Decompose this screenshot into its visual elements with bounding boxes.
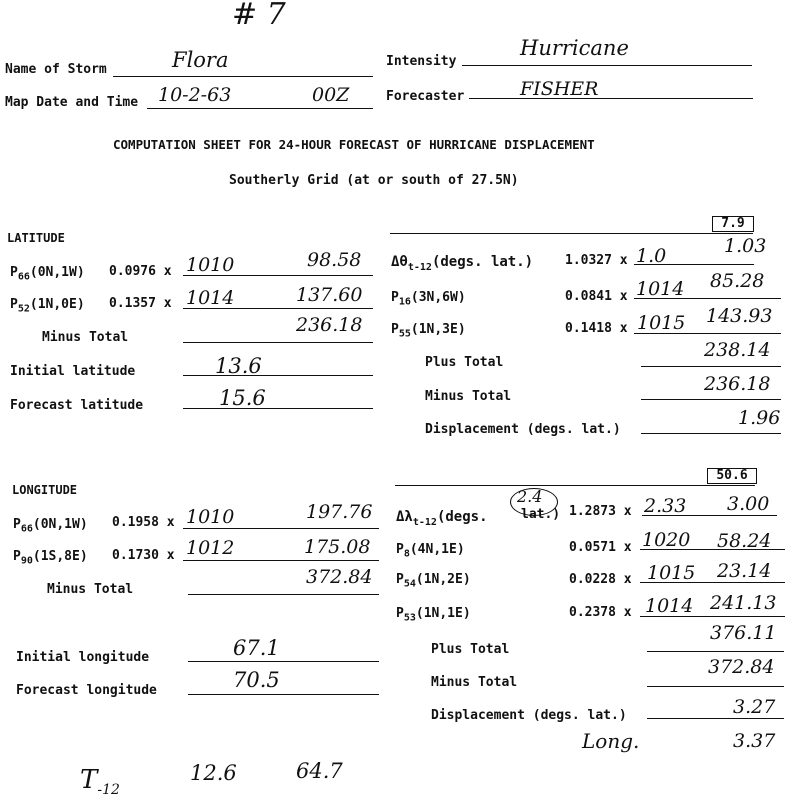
lon-dlambda-input: 2.33 <box>644 495 687 517</box>
initial-latitude-value: 13.6 <box>215 354 262 378</box>
lon-minus-total-label: Minus Total <box>47 582 134 597</box>
lat-plus-total-label: Plus Total <box>425 355 504 370</box>
lon-p90-input: 1012 <box>186 537 235 559</box>
lon-dlambda-circled: 2.4 <box>517 487 543 506</box>
lat-p52-input: 1014 <box>186 287 235 309</box>
lon-p54-result: 23.14 <box>717 560 772 582</box>
lat-p66-input: 1010 <box>186 254 235 276</box>
sheet-title: COMPUTATION SHEET FOR 24-HOUR FORECAST OF HURRICANE DISPLACEMENT <box>113 137 595 152</box>
lon-p53-coef: 0.2378 x <box>569 605 632 620</box>
lon-dlambda-coef: 1.2873 x <box>569 504 632 519</box>
initial-longitude-label: Initial longitude <box>16 650 150 665</box>
lon-displacement-label: Displacement (degs. lat.) <box>431 708 627 723</box>
initial-latitude-line <box>183 375 373 376</box>
forecast-latitude-label: Forecast latitude <box>10 398 144 413</box>
lon-dlambda-result: 3.00 <box>727 493 770 515</box>
lon-p66-result: 197.76 <box>306 501 373 523</box>
lon-dlambda-label: $\Delta\lambda_{t-12}(degs$. <box>396 509 488 528</box>
lon-minus-total-line <box>188 594 379 595</box>
longitude-top-line <box>395 485 755 486</box>
lat-dtheta-input: 1.0 <box>636 245 667 267</box>
lat-dtheta-coef: 1.0327 x <box>565 253 628 268</box>
lat-right-minus-value: 236.18 <box>704 373 771 395</box>
lon-p66-input: 1010 <box>186 506 235 528</box>
lon-right-minus-label: Minus Total <box>431 675 518 690</box>
lat-p55-input: 1015 <box>637 312 686 334</box>
lon-right-minus-line <box>647 686 784 687</box>
lon-plus-total-line <box>647 651 784 652</box>
lon-p66-label: $P_{66}(0N,1W)$ <box>13 517 88 535</box>
latitude-section-label: LATITUDE <box>7 231 65 245</box>
forecast-longitude-label: Forecast longitude <box>16 683 157 698</box>
lon-p54-label: $P_{54}(1N,2E)$ <box>396 572 471 590</box>
long-note: Long. <box>582 729 640 753</box>
lat-p16-input: 1014 <box>636 278 685 300</box>
long-value: 3.37 <box>733 730 776 752</box>
lon-p8-result: 58.24 <box>717 530 772 552</box>
intensity-line <box>462 65 752 66</box>
lat-right-minus-line <box>641 399 781 400</box>
latitude-box-value: 7.9 <box>712 216 754 232</box>
storm-name-value: Flora <box>172 48 229 72</box>
lon-p90-result: 175.08 <box>304 536 371 558</box>
lat-p52-coef: 0.1357 x <box>109 296 172 311</box>
map-time-value: 00Z <box>312 84 350 106</box>
lat-p16-label: $P_{16}(3N,6W)$ <box>391 290 466 308</box>
map-date-label: Map Date and Time <box>5 95 139 110</box>
lon-p8-input: 1020 <box>642 529 691 551</box>
sheet-number: # 7 <box>232 0 286 32</box>
lon-plus-total-label: Plus Total <box>431 642 510 657</box>
longitude-box-value: 50.6 <box>707 468 757 484</box>
lon-plus-total-value: 376.11 <box>710 622 777 644</box>
forecast-latitude-line <box>183 408 373 409</box>
lon-p8-label: $P_8(4N,1E)$ <box>396 542 465 560</box>
lon-displacement-value: 3.27 <box>733 696 776 718</box>
lon-p90-coef: 0.1730 x <box>112 548 175 563</box>
lat-p52-result: 137.60 <box>296 284 363 306</box>
forecaster-value: FISHER <box>520 78 599 100</box>
lon-p53-result: 241.13 <box>710 592 777 614</box>
lat-p55-coef: 0.1418 x <box>565 321 628 336</box>
latitude-top-line <box>390 233 753 234</box>
lat-p16-result: 85.28 <box>710 270 765 292</box>
lat-p66-label: $P_{66}(0N,1W)$ <box>10 265 85 283</box>
intensity-value: Hurricane <box>520 36 629 60</box>
lon-p66-line <box>183 528 379 529</box>
longitude-section-label: LONGITUDE <box>12 483 78 497</box>
lat-p66-coef: 0.0976 x <box>109 264 172 279</box>
lon-p54-input: 1015 <box>647 562 696 584</box>
map-date-line <box>147 108 373 109</box>
forecast-longitude-line <box>188 694 379 695</box>
lat-plus-total-value: 238.14 <box>704 339 771 361</box>
lon-p53-input: 1014 <box>645 595 694 617</box>
lon-p66-coef: 0.1958 x <box>112 515 175 530</box>
intensity-label: Intensity <box>386 54 457 69</box>
forecast-longitude-value: 70.5 <box>233 668 280 692</box>
footer-t-lat: 12.6 <box>190 761 237 785</box>
lat-p55-result: 143.93 <box>706 305 773 327</box>
lat-displacement-line <box>641 433 781 434</box>
lon-p54-coef: 0.0228 x <box>569 572 632 587</box>
lon-displacement-line <box>647 718 784 719</box>
lon-p90-line <box>183 560 379 561</box>
initial-latitude-label: Initial latitude <box>10 364 136 379</box>
lon-p53-label: $P_{53}(1N,1E)$ <box>396 606 471 624</box>
sheet-subtitle: Southerly Grid (at or south of 27.5N) <box>229 173 519 188</box>
initial-longitude-line <box>188 661 379 662</box>
lat-displacement-value: 1.96 <box>738 407 781 429</box>
lat-p52-label: $P_{52}(1N,0E)$ <box>10 297 85 315</box>
lat-displacement-label: Displacement (degs. lat.) <box>425 422 621 437</box>
forecast-latitude-value: 15.6 <box>219 386 266 410</box>
lat-dtheta-result: 1.03 <box>724 235 767 257</box>
initial-longitude-value: 67.1 <box>233 636 280 660</box>
lat-dtheta-label: $\Delta\theta_{t-12}(degs$. lat.) <box>391 254 534 273</box>
lat-right-minus-label: Minus Total <box>425 389 512 404</box>
footer-t-lon: 64.7 <box>296 759 343 783</box>
lat-minus-total-label: Minus Total <box>42 330 129 345</box>
lat-minus-total-line <box>183 342 373 343</box>
lon-minus-total-value: 372.84 <box>306 566 373 588</box>
lat-p55-label: $P_{55}(1N,3E)$ <box>391 322 466 340</box>
lat-minus-total-value: 236.18 <box>296 314 363 336</box>
forecaster-line <box>469 98 753 99</box>
storm-name-label: Name of Storm <box>5 62 107 77</box>
lat-p16-coef: 0.0841 x <box>565 289 628 304</box>
lon-p8-coef: 0.0571 x <box>569 540 632 555</box>
map-date-value: 10-2-63 <box>158 84 232 106</box>
lat-p66-result: 98.58 <box>307 249 362 271</box>
storm-name-line <box>113 76 373 77</box>
lat-plus-total-line <box>641 366 781 367</box>
lon-right-minus-value: 372.84 <box>708 656 775 678</box>
footer-t-label: $T_{-12}$ <box>80 765 120 798</box>
forecaster-label: Forecaster <box>386 89 465 104</box>
lon-p90-label: $P_{90}(1S,8E)$ <box>13 549 88 567</box>
lon-dlambda-desc2: lat.) <box>521 507 561 522</box>
